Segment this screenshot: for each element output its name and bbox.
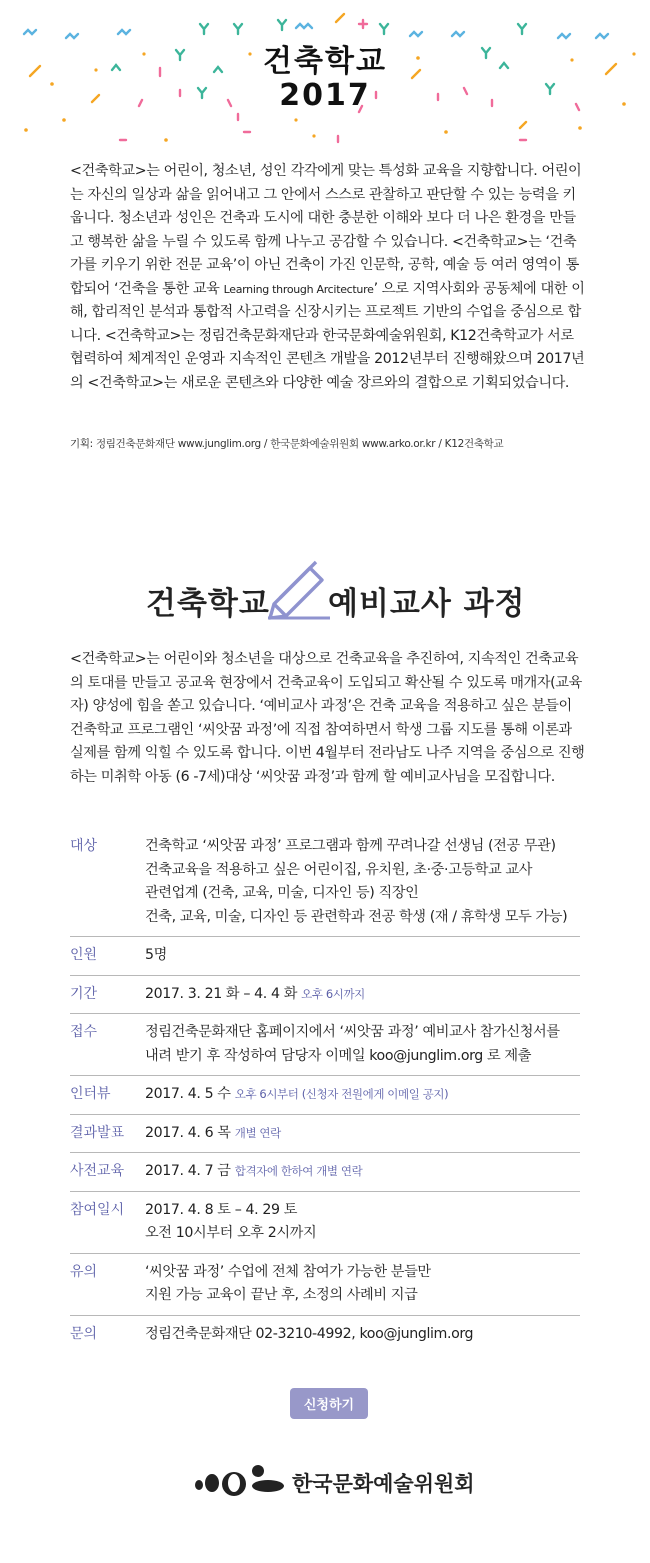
detail-line-text: 지원 가능 교육이 끝난 후, 소정의 사례비 지급 <box>145 1287 418 1303</box>
intro-paragraph <box>70 160 585 395</box>
intro-text-1: <건축학교>는 어린이, 청소년, 성인 각각에게 맞는 특성화 교육을 지향합니다. 어린이는 자신의 일상과 삶을 읽어내고 그 안에서 스스로 관찰하고 판단할 수 있는 능력을 키웁니다. 청소년과 성인은 건축과 도시에 대한 충분한 이해와 보다 더 나은 환경을 만들고 행복한 삶을 누릴 수 있도록 함께 나누고 공감할 수 있습니다. <건축학교>는 ‘건축가를 키우기 위한 전문 교육’이 아닌 건축이 가진 인문학, 공학, 예술 등 여러 영역이 통합되어 ‘건축을 통한 교육 <box>70 163 582 297</box>
detail-label: 대상 <box>70 838 98 854</box>
detail-line <box>145 1160 580 1184</box>
detail-line <box>145 944 580 968</box>
detail-value <box>145 944 580 968</box>
arko-logo-icon <box>192 1460 288 1500</box>
detail-line <box>145 1199 580 1223</box>
detail-line-text: 건축교육을 적용하고 싶은 어린이집, 유치원, 초·중·고등학교 교사 <box>145 861 533 878</box>
intro-text-english: Learning through Arcitecture <box>223 282 374 296</box>
detail-value <box>145 983 580 1007</box>
detail-label: 기간 <box>70 985 98 1002</box>
detail-row <box>70 1115 580 1154</box>
detail-line <box>145 835 580 859</box>
detail-label: 문의 <box>70 1325 98 1342</box>
detail-line <box>145 983 580 1007</box>
details-table <box>70 828 580 1353</box>
detail-row <box>70 1076 580 1115</box>
detail-label: 유의 <box>70 1263 98 1280</box>
detail-line <box>145 1323 580 1347</box>
detail-line <box>145 906 580 930</box>
detail-value <box>145 1199 580 1246</box>
detail-row <box>70 937 580 976</box>
detail-value <box>145 1083 580 1107</box>
detail-line <box>145 1083 580 1107</box>
detail-row <box>70 1014 580 1076</box>
detail-line-text: 2017. 4. 5 수 <box>145 1086 231 1102</box>
detail-label: 사전교육 <box>70 1163 125 1179</box>
apply-button[interactable]: 신청하기 <box>290 1388 368 1419</box>
detail-label: 참여일시 <box>70 1201 125 1218</box>
detail-line-text: 2017. 4. 8 토 – 4. 29 토 <box>145 1201 298 1218</box>
detail-value <box>145 1323 580 1347</box>
detail-value <box>145 835 580 929</box>
detail-line <box>145 1222 580 1246</box>
section-description <box>70 648 585 789</box>
detail-value <box>145 1021 580 1068</box>
detail-row <box>70 1254 580 1316</box>
intro-text-2: ’ 으로 지역사회와 공동체에 대한 이해, 합리적인 분석과 통합적 사고력을 신장시키는 프로젝트 기반의 수업을 중심으로 합니다. <건축학교>는 정림건축문화재단과 한국문화예술위원회, K12건축학교가 서로 협력하여 체계적인 운영과 지속적인 콘텐츠 개발을 2012년부터 진행해왔으며 2017년의 <건축학교>는 새로운 콘텐츠와 다양한 예술 장르와의 결합으로 기획되었습니다. <box>70 280 585 391</box>
detail-row <box>70 1153 580 1192</box>
detail-note: 합격자에 한하여 개별 연락 <box>234 1164 363 1178</box>
detail-line-text: ‘씨앗꿈 과정’ 수업에 전체 참여가 가능한 분들만 <box>145 1263 431 1280</box>
pencil-icon <box>266 560 332 620</box>
detail-value <box>145 1122 580 1146</box>
detail-line <box>145 1284 580 1308</box>
detail-row <box>70 828 580 937</box>
detail-line <box>145 859 580 883</box>
detail-line-text: 건축학교 ‘씨앗꿈 과정’ 프로그램과 함께 꾸려나갈 선생님 (전공 무관) <box>145 838 556 854</box>
detail-line-text: 정림건축문화재단 02-3210-4992, koo@junglim.org <box>145 1325 474 1342</box>
detail-line-text: 2017. 4. 6 목 <box>145 1124 231 1141</box>
detail-note: 개별 연락 <box>234 1125 281 1140</box>
credit-line: 기획: 정림건축문화재단 www.junglim.org / 한국문화예술위원회 www.arko.or.kr / K12건축학교 <box>70 438 504 450</box>
section-title-left: 건축학교 <box>146 586 270 622</box>
detail-row <box>70 1192 580 1254</box>
section-description-text: <건축학교>는 어린이와 청소년을 대상으로 건축교육을 추진하여, 지속적인 건축교육의 토대를 만들고 공교육 현장에서 건축교육이 도입되고 확산될 수 있도록 매개자(교육자) 양성에 힘을 쏟고 있습니다. ‘예비교사 과정’은 건축 교육을 적용하고 싶은 분들이 건축학교 프로그램인 ‘씨앗꿈 과정’에 직접 참여하면서 학생 그룹 지도를 통해 이론과 실제를 함께 익힐 수 있도록 합니다. 이번 4월부터 전라남도 나주 지역을 중심으로 진행하는 미취학 아동 (6 -7세)대상 ‘씨앗꿈 과정’과 함께 할 예비교사님을 모집합니다. <box>70 651 585 785</box>
detail-label: 결과발표 <box>70 1124 125 1141</box>
detail-label: 접수 <box>70 1024 98 1040</box>
detail-line-text: 건축, 교육, 미술, 디자인 등 관련학과 전공 학생 (재 / 휴학생 모두 가능) <box>145 908 568 925</box>
detail-row <box>70 1316 580 1354</box>
detail-value <box>145 1160 580 1184</box>
header-title: 건축학교 <box>263 44 387 79</box>
detail-line-text: 오전 10시부터 오후 2시까지 <box>145 1225 317 1241</box>
detail-line <box>145 1122 580 1146</box>
detail-line <box>145 1045 580 1069</box>
detail-label: 인원 <box>70 947 98 963</box>
detail-line-text: 2017. 3. 21 화 – 4. 4 화 <box>145 985 298 1002</box>
detail-value <box>145 1261 580 1308</box>
detail-line-text: 내려 받기 후 작성하여 담당자 이메일 koo@junglim.org 로 제출 <box>145 1047 532 1064</box>
detail-line-text: 정림건축문화재단 홈페이지에서 ‘씨앗꿈 과정’ 예비교사 참가신청서를 <box>145 1024 560 1040</box>
detail-line <box>145 1021 580 1045</box>
header-year: 2017 <box>279 78 371 113</box>
detail-line-text: 2017. 4. 7 금 <box>145 1163 231 1179</box>
detail-line-text: 관련업계 (건축, 교육, 미술, 디자인 등) 직장인 <box>145 885 419 901</box>
detail-note: 오후 6시부터 (신청자 전원에게 이메일 공지) <box>234 1087 449 1101</box>
section-title-right: 예비교사 과정 <box>328 586 526 622</box>
arko-org-name: 한국문화예술위원회 <box>292 1472 475 1496</box>
detail-label: 인터뷰 <box>70 1086 111 1102</box>
detail-line-text: 5명 <box>145 947 167 963</box>
detail-line <box>145 882 580 906</box>
detail-note: 오후 6시까지 <box>301 986 365 1001</box>
detail-line <box>145 1261 580 1285</box>
detail-row <box>70 976 580 1015</box>
